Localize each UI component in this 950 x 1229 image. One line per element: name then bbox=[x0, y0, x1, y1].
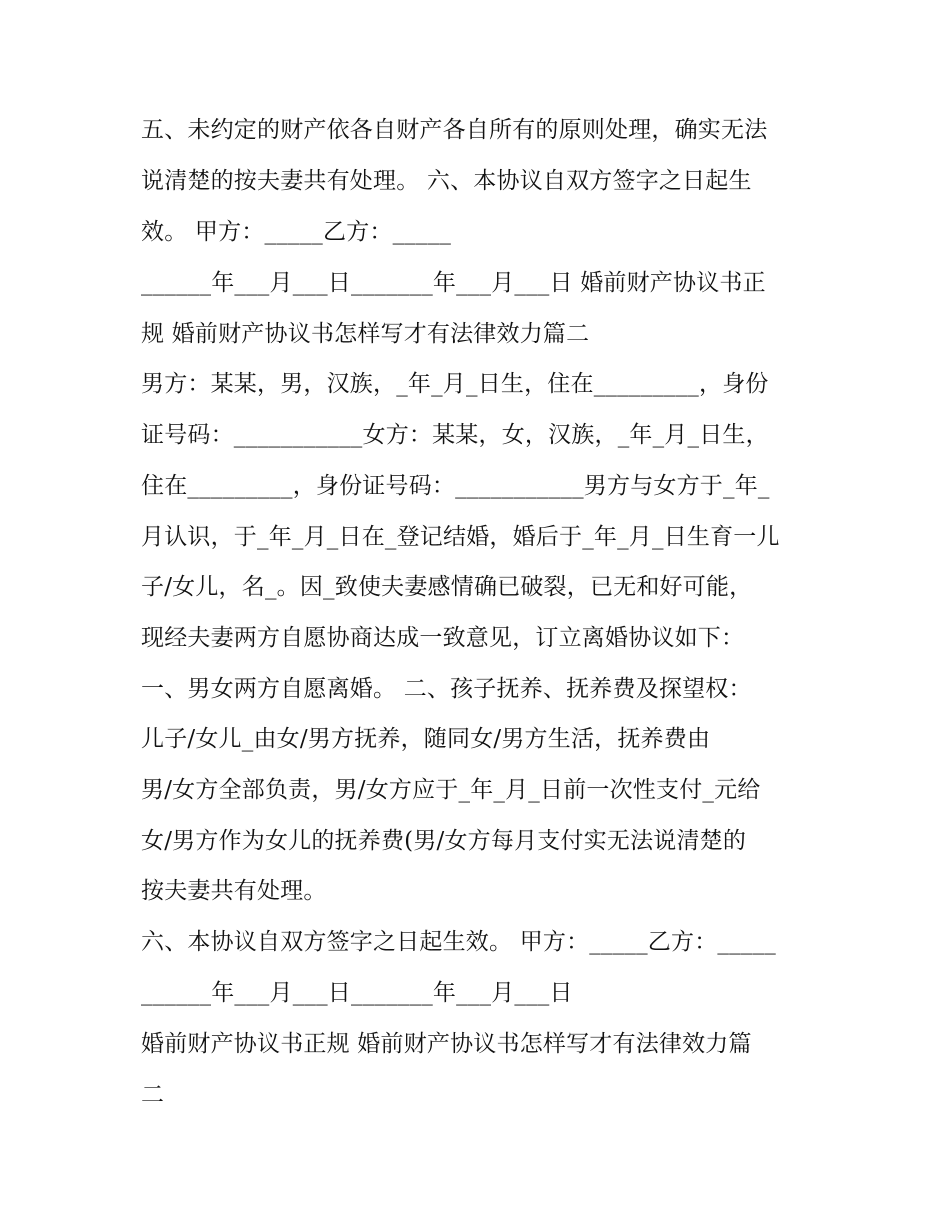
text-line: 一、男女两方自愿离婚。 二、孩子抚养、抚养费及探望权： bbox=[141, 676, 752, 702]
text-line: 证号码：___________女方：某某，女，汉族，_年_月_日生， bbox=[141, 422, 769, 448]
text-line: 规 婚前财产协议书怎样写才有法律效力篇二 bbox=[141, 321, 590, 347]
text-line: 按夫妻共有处理。 bbox=[141, 878, 327, 904]
text-line: 说清楚的按夫妻共有处理。 六、本协议自双方签字之日起生 bbox=[141, 168, 752, 194]
text-line: 住在_________，身份证号码：___________男方与女方于_年_ bbox=[141, 473, 770, 499]
text-line: 二 bbox=[141, 1082, 165, 1108]
text-line: ______年___月___日_______年___月___日 婚前财产协议书正 bbox=[141, 270, 766, 296]
text-line: 女/男方作为女儿的抚养费(男/女方每月支付实无法说清楚的 bbox=[141, 828, 747, 854]
text-line: 六、本协议自双方签字之日起生效。 甲方：_____乙方：_____ bbox=[141, 929, 776, 955]
text-line: 婚前财产协议书正规 婚前财产协议书怎样写才有法律效力篇 bbox=[141, 1031, 752, 1057]
text-line: 男/女方全部负责，男/女方应于_年_月_日前一次性支付_元给 bbox=[141, 777, 761, 803]
text-line: 月认识，于_年_月_日在_登记结婚，婚后于_年_月_日生育一儿 bbox=[141, 524, 780, 550]
text-line: 子/女儿，名_。因_致使夫妻感情确已破裂，已无和好可能， bbox=[141, 574, 753, 600]
text-line: ______年___月___日_______年___月___日 bbox=[141, 980, 573, 1006]
text-line: 男方：某某，男，汉族，_年_月_日生，住在_________，身份 bbox=[141, 371, 769, 397]
text-line: 效。 甲方：_____乙方：_____ bbox=[141, 219, 452, 245]
text-line: 现经夫妻两方自愿协商达成一致意见，订立离婚协议如下： bbox=[141, 625, 745, 651]
text-line: 五、未约定的财产依各自财产各自所有的原则处理，确实无法 bbox=[141, 117, 768, 143]
text-line: 儿子/女儿_由女/男方抚养，随同女/男方生活，抚养费由 bbox=[141, 726, 711, 752]
